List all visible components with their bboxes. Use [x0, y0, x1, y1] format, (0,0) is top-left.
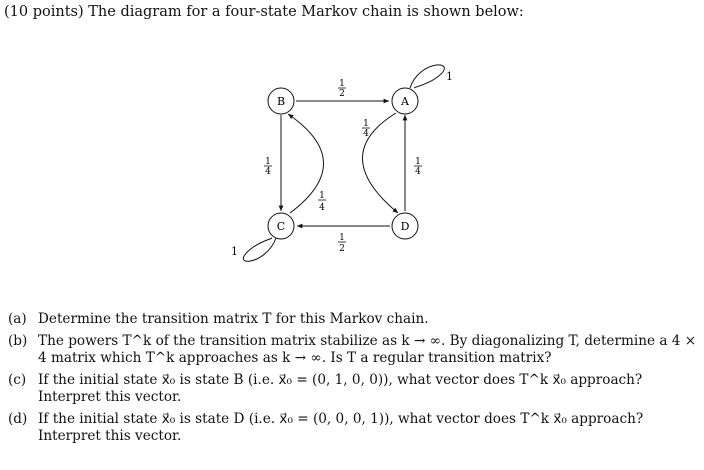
- label-b-to-a: [338, 79, 346, 99]
- self-loop-c: [243, 238, 276, 261]
- loop-c-label: 1: [231, 245, 238, 258]
- label-c-to-b-curve: [318, 191, 326, 213]
- state-a-label: A: [401, 95, 409, 108]
- label-a-d-diagonal: [362, 119, 370, 139]
- state-d-label: D: [400, 220, 410, 233]
- label-d-to-a: [414, 157, 422, 177]
- state-a-node: [392, 88, 418, 114]
- svg-text:1: 1: [265, 157, 271, 167]
- state-c-label: C: [276, 220, 286, 233]
- label-d-to-c: [338, 233, 346, 254]
- part-a-text: Determine the transition matrix T for this Markov chain.: [38, 311, 429, 327]
- svg-text:4: 4: [265, 167, 271, 177]
- svg-text:1: 1: [339, 233, 345, 243]
- svg-text:1: 1: [415, 157, 421, 167]
- question-parts: [8, 311, 698, 450]
- svg-text:2: 2: [339, 89, 345, 99]
- part-c-tag: (c): [8, 372, 27, 388]
- part-d: [8, 411, 698, 445]
- svg-text:2: 2: [339, 244, 345, 254]
- part-d-tag: (d): [8, 411, 28, 427]
- svg-text:4: 4: [319, 203, 325, 213]
- svg-text:4: 4: [363, 129, 369, 139]
- svg-text:1: 1: [339, 79, 345, 89]
- state-c-node: [268, 213, 294, 239]
- loop-a-label: 1: [446, 70, 453, 83]
- part-b: [8, 333, 698, 367]
- label-b-to-c: [264, 157, 272, 177]
- self-loop-a: [410, 65, 444, 88]
- svg-text:4: 4: [415, 167, 421, 177]
- svg-text:1: 1: [363, 119, 369, 129]
- problem-intro: (10 points) The diagram for a four-state Markov chain is shown below:: [4, 4, 524, 20]
- svg-text:1: 1: [319, 191, 325, 201]
- part-d-text: If the initial state x⃗₀ is state D (i.e. x⃗₀ = (0, 0, 0, 1)), what vector does T^k x⃗₀ approach? Interpret this vector.: [38, 411, 644, 444]
- part-a: [8, 311, 698, 328]
- part-b-tag: (b): [8, 333, 28, 349]
- state-b-node: [268, 88, 294, 114]
- part-c: [8, 372, 698, 406]
- part-a-tag: (a): [8, 311, 27, 327]
- state-d-node: [392, 213, 418, 239]
- part-c-text: If the initial state x⃗₀ is state B (i.e. x⃗₀ = (0, 1, 0, 0)), what vector does T^k x⃗₀ approach? Interpret this vector.: [38, 372, 643, 405]
- state-b-label: B: [276, 95, 286, 108]
- part-b-text: The powers T^k of the transition matrix stabilize as k → ∞. By diagonalizing T, determine a 4 × 4 matrix which T^k approaches as k → ∞. Is T a regular transition matrix?: [38, 333, 697, 366]
